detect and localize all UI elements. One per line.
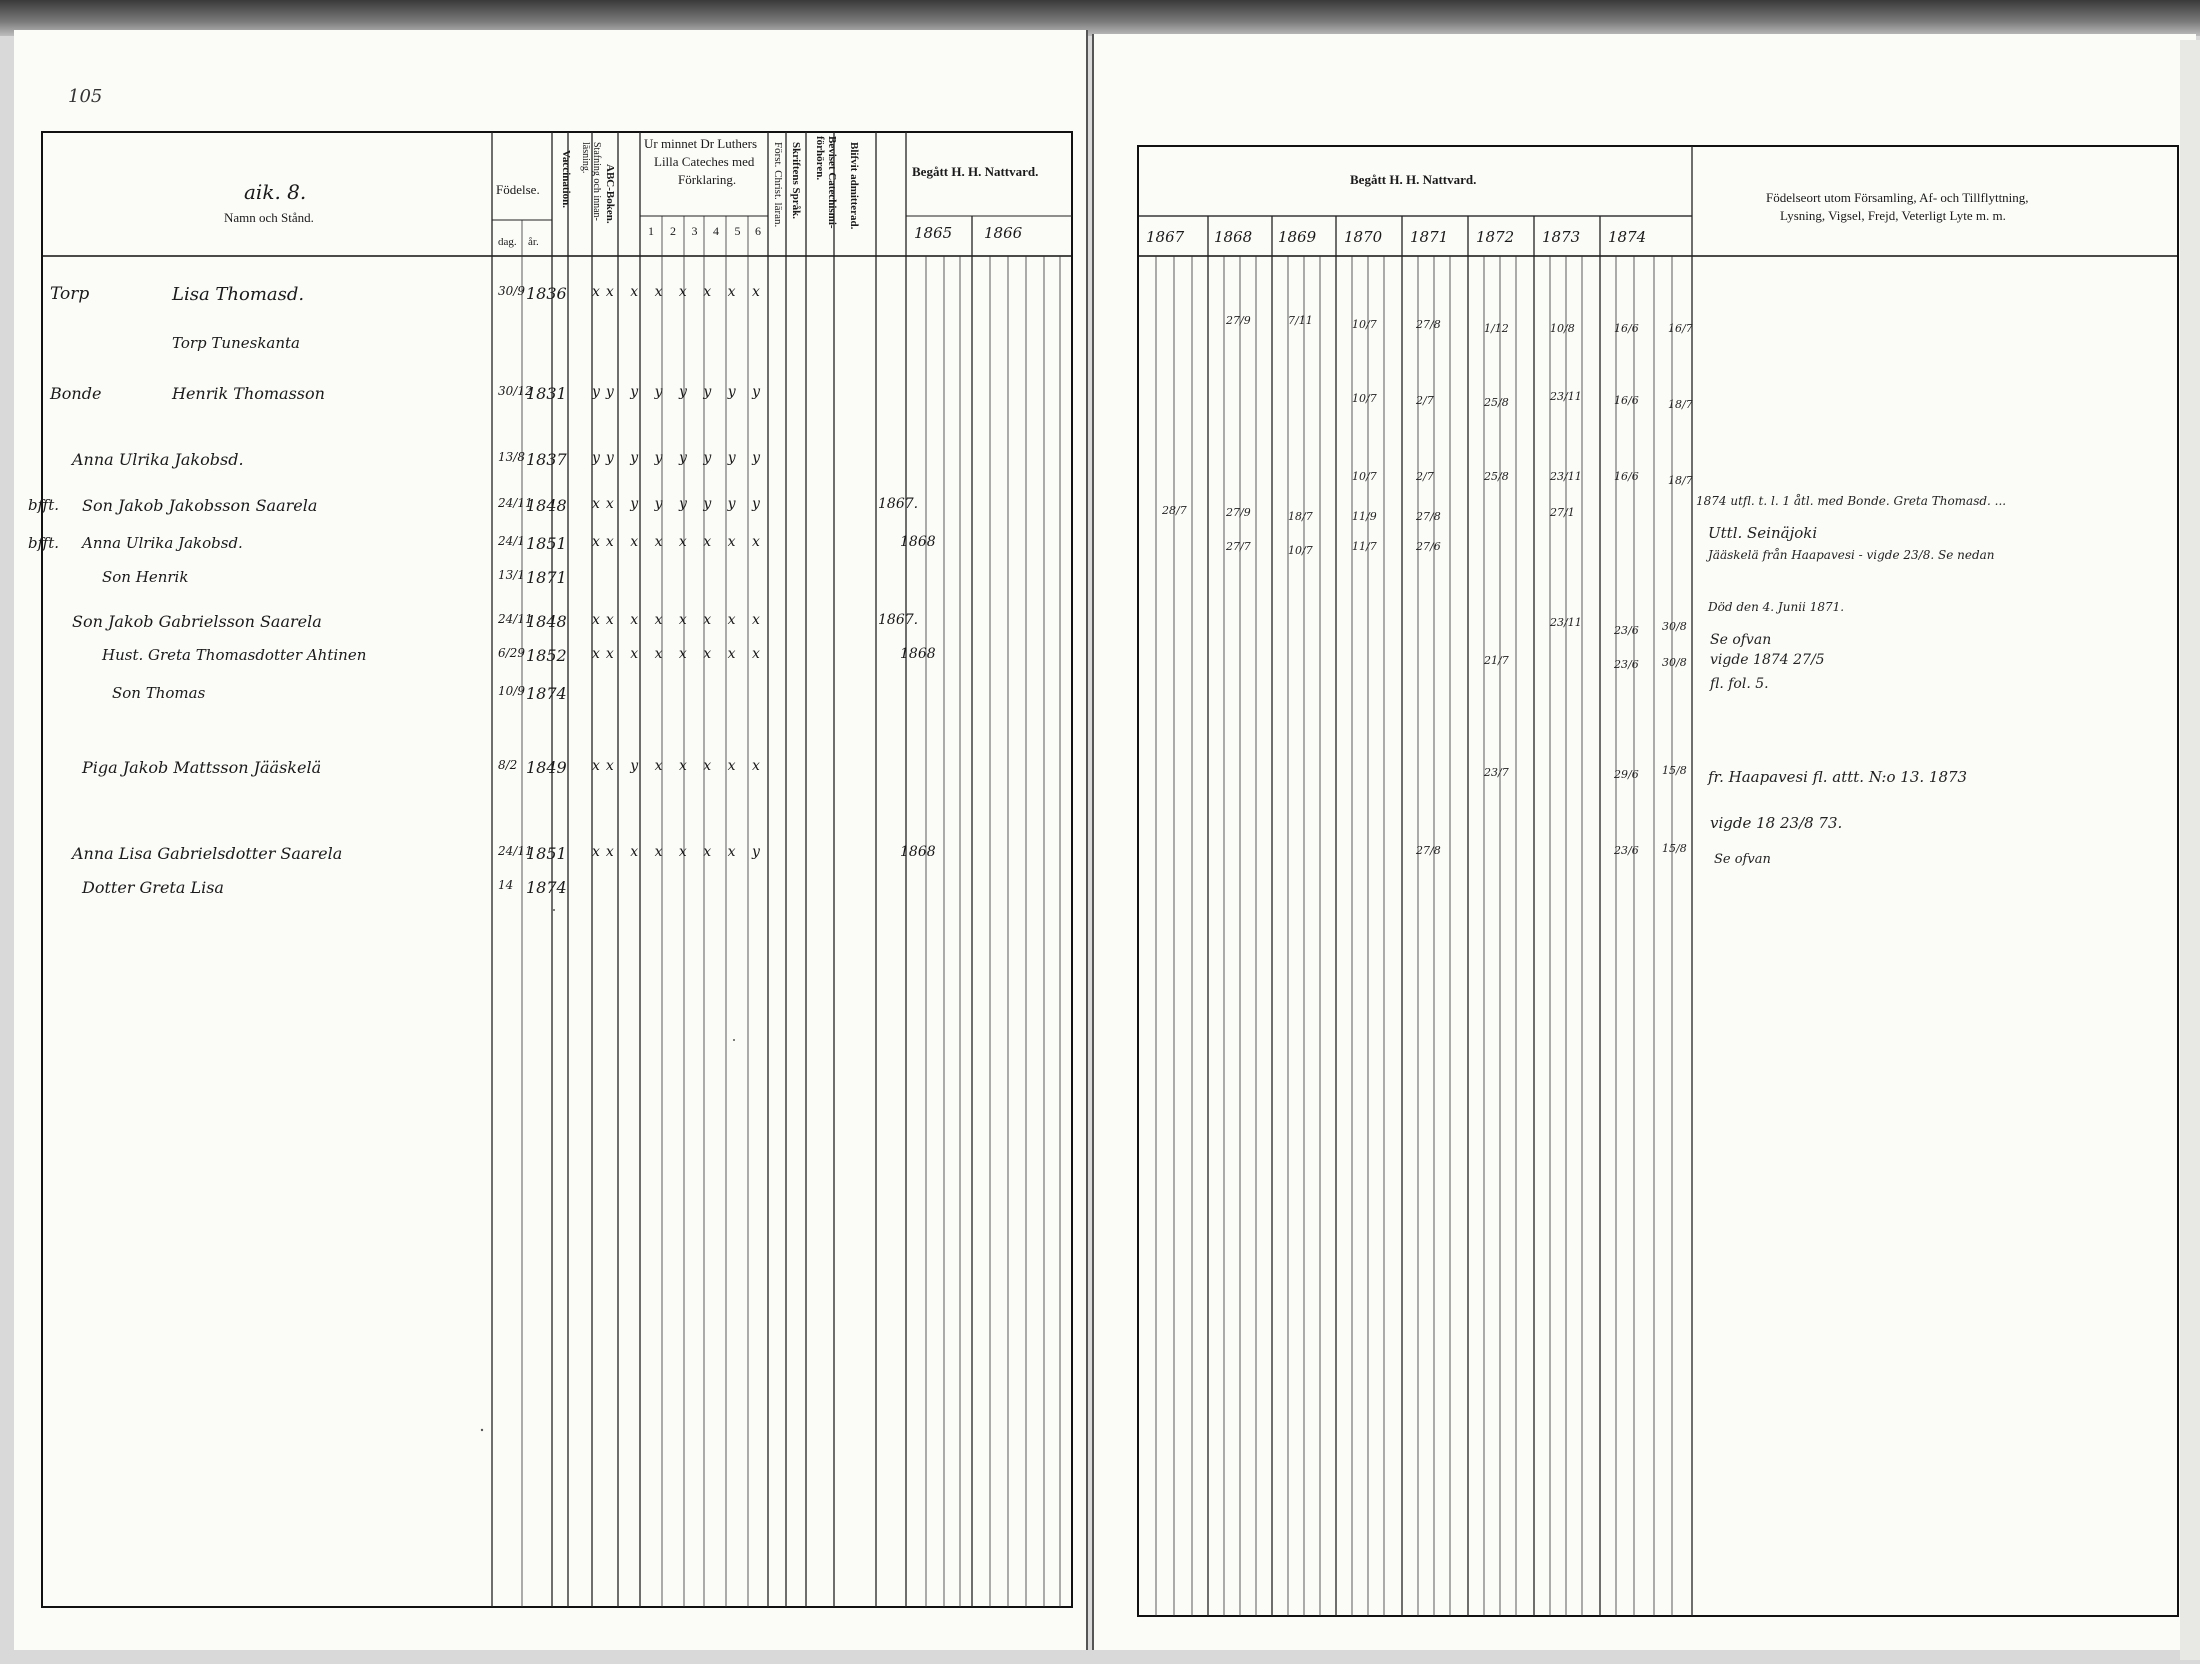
year-1868: 1868 <box>1214 228 1253 246</box>
entry-marks: yy y y y y y y <box>592 384 766 400</box>
catechism-part-numbers <box>640 224 768 239</box>
entry-role: bfft. <box>28 496 60 514</box>
date-mark: 27/7 <box>1226 540 1251 553</box>
entry-year: 1831 <box>526 384 567 403</box>
date-mark: 23/11 <box>1550 390 1582 403</box>
entry-admitted-year: 1867. <box>878 496 919 512</box>
entry-row <box>42 568 1072 598</box>
entry-row <box>42 284 1072 314</box>
entry-year: 1874 <box>526 878 567 897</box>
date-mark: 30/8 <box>1662 620 1687 633</box>
date-mark: 25/8 <box>1484 396 1509 409</box>
entry-row <box>42 758 1072 788</box>
entry-marks: xx x x x x x x <box>592 646 766 662</box>
entry-name: Piga Jakob Mattsson Jääskelä <box>82 758 322 777</box>
date-mark: 10/7 <box>1352 318 1377 331</box>
date-mark: 7/11 <box>1288 314 1313 327</box>
note-line: vigde 18 23/8 73. <box>1710 814 1843 832</box>
note-line: Död den 4. Junii 1871. <box>1708 600 1845 614</box>
entry-role: Bonde <box>50 384 102 403</box>
scan-right-edge <box>2180 40 2200 1660</box>
entry-name: Son Henrik <box>102 568 189 586</box>
date-mark: 18/7 <box>1288 510 1313 523</box>
entry-name: Anna Lisa Gabrielsdotter Saarela <box>72 844 343 863</box>
right-page <box>1092 34 2196 1650</box>
entry-marks: xx x x x x x x <box>592 612 766 628</box>
entry-year: 1849 <box>526 758 567 777</box>
date-mark: 23/6 <box>1614 844 1639 857</box>
col-catechism-line2: Lilla Cateches med <box>654 154 755 169</box>
entry-name: Son Jakob Gabrielsson Saarela <box>72 612 322 631</box>
entry-name: Torp Tuneskanta <box>172 334 300 352</box>
date-mark: 16/6 <box>1614 322 1639 335</box>
col-skriftens-header: Skriftens Språk. <box>790 142 802 220</box>
date-mark: 16/7 <box>1668 322 1693 335</box>
date-mark: 23/11 <box>1550 616 1582 629</box>
entry-year: 1848 <box>526 496 567 515</box>
catechism-num: 2 <box>670 224 676 238</box>
entry-admitted-year: 1868 <box>900 646 936 662</box>
date-mark: 15/8 <box>1662 842 1687 855</box>
date-mark: 23/7 <box>1484 766 1509 779</box>
entry-row <box>42 612 1072 642</box>
entry-name: Henrik Thomasson <box>172 384 325 403</box>
entry-day: 24/1 <box>498 534 525 548</box>
date-mark: 11/9 <box>1352 510 1377 523</box>
entry-day: 6/29 <box>498 646 525 660</box>
year-1869: 1869 <box>1278 228 1317 246</box>
entry-marks: xx x x x x x x <box>592 534 766 550</box>
entry-marks: yy y y y y y y <box>592 450 766 466</box>
year-headers <box>1138 228 1692 252</box>
entry-name: Anna Ulrika Jakobsd. <box>72 450 244 469</box>
entry-name: Dotter Greta Lisa <box>82 878 224 897</box>
date-mark: 27/9 <box>1226 506 1251 519</box>
note-line: fl. fol. 5. <box>1710 676 1769 692</box>
entry-marks: xx x x x x x x <box>592 284 766 300</box>
note-line: Se ofvan <box>1714 852 1771 867</box>
year-1871: 1871 <box>1410 228 1449 246</box>
entry-row <box>42 450 1072 480</box>
entry-day: 8/2 <box>498 758 518 772</box>
note-line: vigde 1874 27/5 <box>1710 652 1825 668</box>
catechism-num: 1 <box>648 224 654 238</box>
entry-marks: xx y x x x x x <box>592 758 766 774</box>
entry-role: bfft. <box>28 534 60 552</box>
entry-year: 1836 <box>526 284 567 303</box>
entry-year: 1848 <box>526 612 567 631</box>
page-number: 105 <box>68 86 103 107</box>
entry-day: 24/11 <box>498 612 533 626</box>
col-forst-header: Först. Christ. läran. <box>772 142 784 228</box>
left-page-grid <box>14 30 1086 1650</box>
entry-role: Torp <box>50 284 90 304</box>
date-mark: 27/6 <box>1416 540 1441 553</box>
date-mark: 2/7 <box>1416 470 1434 483</box>
col-stafning-header: Stafning och innan-läsning. <box>580 142 602 221</box>
year-1865: 1865 <box>914 224 953 242</box>
col-notes-header-line2: Lysning, Vigsel, Frejd, Veterligt Lyte m. m. <box>1780 208 2006 223</box>
date-mark: 11/7 <box>1352 540 1377 553</box>
entry-row <box>28 496 1072 526</box>
catechism-num: 3 <box>691 224 698 238</box>
entry-day: 13/1 <box>498 568 525 582</box>
entry-name: Hust. Greta Thomasdotter Ahtinen <box>102 646 367 664</box>
date-mark: 27/8 <box>1416 318 1441 331</box>
date-mark: 21/7 <box>1484 654 1509 667</box>
entry-row <box>42 878 1072 908</box>
communion-marks <box>1138 284 1692 884</box>
entry-year: 1874 <box>526 684 567 703</box>
col-begatt-header: Begått H. H. Nattvard. <box>912 164 1039 179</box>
date-mark: 27/8 <box>1416 510 1441 523</box>
entry-name: Son Thomas <box>112 684 206 702</box>
date-mark: 16/6 <box>1614 394 1639 407</box>
entry-row <box>28 534 1072 564</box>
date-mark: 23/6 <box>1614 658 1639 671</box>
entry-row <box>42 646 1072 676</box>
year-1867: 1867 <box>1146 228 1185 246</box>
date-mark: 18/7 <box>1668 474 1693 487</box>
entry-year: 1851 <box>526 534 567 553</box>
col-ar-header: år. <box>528 236 539 248</box>
date-mark: 23/6 <box>1614 624 1639 637</box>
entry-marks: xx y y y y y y <box>592 496 766 512</box>
entry-day: 14 <box>498 878 514 892</box>
date-mark: 1/12 <box>1484 322 1509 335</box>
entry-admitted-year: 1868 <box>900 844 936 860</box>
date-mark: 16/6 <box>1614 470 1639 483</box>
col-blifvit-header: Blifvit admitterad. <box>848 142 860 230</box>
col-dag-header: dag. <box>498 236 517 248</box>
entry-row <box>42 334 1072 364</box>
date-mark: 18/7 <box>1668 398 1693 411</box>
col-fodelse-header: Födelse. <box>496 182 540 197</box>
entry-year: 1837 <box>526 450 567 469</box>
entry-year: 1852 <box>526 646 567 665</box>
year-1866: 1866 <box>984 224 1023 242</box>
entry-day: 24/11 <box>498 496 533 510</box>
entry-name: Anna Ulrika Jakobsd. <box>82 534 243 552</box>
entry-year: 1851 <box>526 844 567 863</box>
catechism-num: 4 <box>713 224 719 238</box>
note-line: fr. Haapavesi fl. attt. N:o 13. 1873 <box>1708 768 1968 786</box>
year-1872: 1872 <box>1476 228 1515 246</box>
entry-admitted-year: 1868 <box>900 534 936 550</box>
note-line: 1874 utfl. t. l. 1 åtl. med Bonde. Greta Thomasd. ... <box>1696 494 2007 508</box>
date-mark: 27/1 <box>1550 506 1575 519</box>
household-label: aik. 8. <box>244 180 307 204</box>
note-line: Uttl. Seinäjoki <box>1708 524 1818 542</box>
date-mark: 10/7 <box>1352 470 1377 483</box>
date-mark: 27/9 <box>1226 314 1251 327</box>
entry-day: 24/11 <box>498 844 533 858</box>
entry-name: Lisa Thomasd. <box>172 284 305 305</box>
col-notes-header-line1: Födelseort utom Församling, Af- och Tillflyttning, <box>1766 190 2029 205</box>
date-mark: 27/8 <box>1416 844 1441 857</box>
col-abc-header: ABC-Boken. <box>604 164 616 224</box>
date-mark: 30/8 <box>1662 656 1687 669</box>
col-name-header: Namn och Stånd. <box>224 210 314 225</box>
left-page <box>14 30 1088 1650</box>
date-mark: 10/7 <box>1352 392 1377 405</box>
col-catechism-line1: Ur minnet Dr Luthers <box>644 136 758 151</box>
date-mark: 25/8 <box>1484 470 1509 483</box>
col-beviset-header: Beviset Catechismi-förhören. <box>814 136 838 229</box>
entry-name: Son Jakob Jakobsson Saarela <box>82 496 318 515</box>
entry-marks: xx x x x x x y <box>592 844 766 860</box>
entry-row <box>42 384 1072 414</box>
date-mark: 2/7 <box>1416 394 1434 407</box>
entry-day: 10/9 <box>498 684 525 698</box>
entry-row <box>42 844 1072 874</box>
year-1873: 1873 <box>1542 228 1581 246</box>
note-line: Se ofvan <box>1710 632 1772 648</box>
entry-admitted-year: 1867. <box>878 612 919 628</box>
year-1870: 1870 <box>1344 228 1383 246</box>
date-mark: 28/7 <box>1162 504 1187 517</box>
date-mark: 29/6 <box>1614 768 1639 781</box>
col-begatt-header-right: Begått H. H. Nattvard. <box>1350 172 1477 187</box>
col-vaccination-header: Vaccination. <box>560 150 572 208</box>
entry-day: 30/12 <box>498 384 533 398</box>
catechism-num: 6 <box>755 224 761 238</box>
entry-year: 1871 <box>526 568 567 587</box>
catechism-num: 5 <box>734 224 741 238</box>
entry-row <box>42 684 1072 714</box>
date-mark: 10/7 <box>1288 544 1313 557</box>
date-mark: 23/11 <box>1550 470 1582 483</box>
entry-day: 30/9 <box>498 284 525 298</box>
note-line: Jääskelä från Haapavesi - vigde 23/8. Se nedan <box>1708 548 1995 562</box>
date-mark: 15/8 <box>1662 764 1687 777</box>
year-1874: 1874 <box>1608 228 1647 246</box>
entry-day: 13/8 <box>498 450 525 464</box>
col-catechism-line3: Förklaring. <box>678 172 737 187</box>
date-mark: 10/8 <box>1550 322 1575 335</box>
